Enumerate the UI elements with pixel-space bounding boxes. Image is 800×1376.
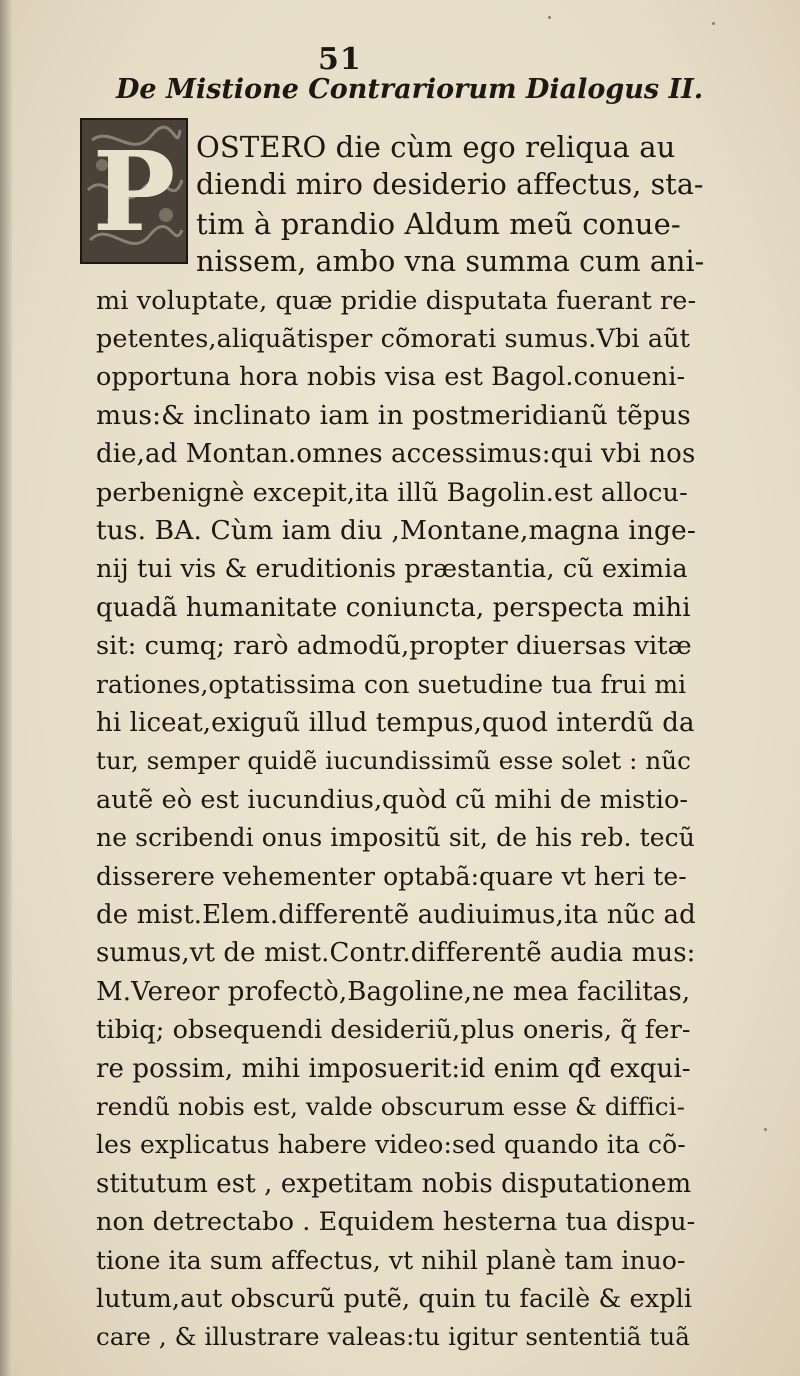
text-line: stitutum est , expetitam nobis disputationem: [96, 1168, 692, 1199]
text-line: diendi miro desiderio affectus, sta-: [196, 168, 704, 202]
text-line: tur, semper quidẽ iucundissimũ esse solet : nũc: [96, 746, 691, 776]
running-head: De Mistione Contrariorum Dialogus II.: [116, 74, 704, 105]
text-line: die,ad Montan.omnes accessimus:qui vbi nos: [96, 439, 696, 470]
page-gutter-shadow: [0, 0, 12, 1376]
text-line: OSTERO die cùm ego reliqua au: [196, 130, 676, 164]
text-line: sumus,vt de mist.Contr.differentẽ audia mus:: [96, 938, 696, 969]
paper-speck: [712, 22, 715, 25]
text-line: quadã humanitate coniuncta, perspecta mihi: [96, 592, 691, 623]
text-line: disserere vehementer optabã:quare vt heri te-: [96, 861, 687, 891]
decorated-initial: [80, 118, 188, 264]
text-line: mus:& inclinato iam in postmeridianũ tẽpus: [96, 399, 691, 431]
text-line: hi liceat,exiguũ illud tempus,quod interdũ da: [96, 708, 695, 738]
initial-letter: P: [92, 126, 176, 256]
text-line: opportuna hora nobis visa est Bagol.conueni-: [96, 362, 686, 393]
text-line: re possim, mihi imposuerit:id enim qđ exqui-: [96, 1053, 691, 1084]
text-line: M.Vereor profectò,Bagoline,ne mea facilitas,: [96, 976, 691, 1007]
page-number: 51: [318, 42, 362, 77]
paper-speck: [764, 1128, 767, 1131]
text-line: tus. BA. Cùm iam diu ,Montane,magna inge-: [96, 515, 696, 546]
text-line: tione ita sum affectus, vt nihil planè tam inuo-: [96, 1245, 686, 1275]
text-line: care , & illustrare valeas:tu igitur sententiã tuã: [96, 1322, 690, 1352]
text-line: non detrectabo . Equidem hesterna tua dispu-: [96, 1207, 696, 1238]
text-line: nij tui vis & eruditionis præstantia, cũ eximia: [96, 554, 688, 585]
text-line: autẽ eò est iucundius,quòd cũ mihi de mistio-: [96, 784, 689, 815]
text-line: mi voluptate, quæ pridie disputata fuerant re-: [96, 285, 697, 316]
text-line: sit: cumq; rarò admodũ,propter diuersas vitæ: [96, 631, 692, 662]
text-line: lutum,aut obscurũ putẽ, quin tu facilè & expli: [96, 1284, 693, 1314]
text-line: ne scribendi onus impositũ sit, de his reb. tecũ: [96, 823, 695, 853]
text-line: tim à prandio Aldum meũ conue-: [196, 206, 681, 241]
text-line: petentes,aliquãtisper cõmorati sumus.Vbi aũt: [96, 324, 691, 354]
text-line: de mist.Elem.differentẽ audiuimus,ita nũc ad: [96, 900, 696, 930]
text-line: nissem, ambo vna summa cum ani-: [196, 245, 705, 279]
paper-speck: [548, 16, 551, 19]
text-line: rendũ nobis est, valde obscurum esse & diffici-: [96, 1092, 685, 1121]
text-line: les explicatus habere video:sed quando ita cõ-: [96, 1130, 686, 1160]
text-line: tibiq; obsequendi desideriũ,plus oneris, q̃ fer-: [96, 1015, 691, 1046]
text-line: rationes,optatissima con suetudine tua frui mi: [96, 669, 687, 699]
text-line: perbenignè excepit,ita illũ Bagolin.est allocu-: [96, 477, 688, 508]
